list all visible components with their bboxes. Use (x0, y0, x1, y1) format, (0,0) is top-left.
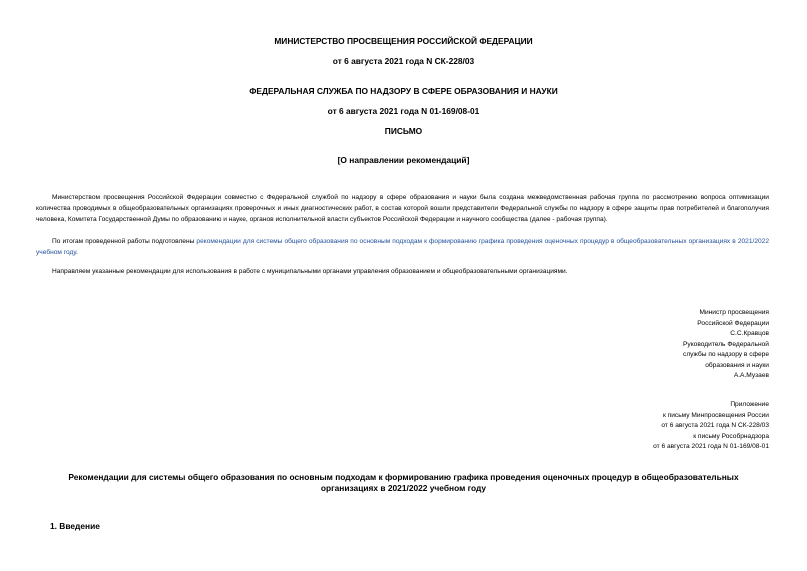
paragraph-2 (36, 236, 769, 258)
signature-line: службы по надзору в сфере (683, 351, 769, 358)
signature-block (683, 308, 769, 382)
signature-line: образования и науки (705, 361, 769, 369)
paragraph-3: Направляем указанные рекомендации для использования в работе с муниципальными органами управления образованием и общеобразовательными организациями. (52, 268, 568, 275)
recommendations-link[interactable]: рекомендации для системы общего образования по основным подходам к формированию графика проведения оценочных процедур в общеобразовательных организациях в 2021/2022 учебном году (36, 238, 769, 256)
ministry-heading: МИНИСТЕРСТВО ПРОСВЕЩЕНИЯ РОССИЙСКОЙ ФЕДЕРАЦИИ (274, 36, 533, 46)
paragraph-2-prefix: По итогам проведенной работы подготовлены (52, 238, 197, 245)
paragraph-2-suffix: . (76, 249, 78, 256)
recommendations-title-line: организациях в 2021/2022 учебном году (320, 483, 487, 493)
signature-line: С.С.Кравцов (730, 330, 769, 337)
document-type: ПИСЬМО (384, 126, 423, 136)
appendix-block (653, 400, 769, 453)
section-heading-introduction: 1. Введение (50, 521, 100, 531)
service-letter-date: от 6 августа 2021 года N 01-169/08-01 (327, 106, 480, 116)
appendix-line: от 6 августа 2021 года N СК-228/03 (661, 422, 769, 429)
paragraph-1: Министерством просвещения Российской Федерации совместно с Федеральной службой по надзору в сфере образования и науки была создана межведомственная рабочая группа по рассмотрению вопроса оптимизации количества проводимых в общеобразовательных организациях проверочных и иных диагностических работ, в состав которой вошли представители Федеральной службы по надзору в сфере защиты прав потребителей и благополучия человека, Комитета Государственной Думы по образованию и науке, органов исполнительной власти субъектов Российской Федерации и научного сообщества (далее - рабочая группа). (36, 194, 769, 223)
appendix-line: к письму Минпросвещения России (662, 411, 769, 419)
recommendations-title-line: Рекомендации для системы общего образования по основным подходам к формированию графика проведения оценочных процедур в общеобразовательных (68, 472, 739, 482)
document-subject: [О направлении рекомендаций] (337, 155, 470, 165)
recommendations-title (40, 472, 767, 494)
signature-line: Министр просвещения (699, 309, 769, 316)
service-heading: ФЕДЕРАЛЬНАЯ СЛУЖБА ПО НАДЗОРУ В СФЕРЕ ОБРАЗОВАНИЯ И НАУКИ (249, 86, 558, 96)
signature-line: Руководитель Федеральной (683, 340, 769, 348)
signature-line: Российской Федерации (697, 319, 769, 327)
signature-line: А.А.Музаев (733, 372, 769, 379)
appendix-line: Приложение (730, 401, 769, 408)
appendix-line: от 6 августа 2021 года N 01-169/08-01 (653, 443, 769, 450)
ministry-letter-date: от 6 августа 2021 года N СК-228/03 (332, 56, 475, 66)
appendix-line: к письму Рособрнадзора (693, 432, 769, 440)
